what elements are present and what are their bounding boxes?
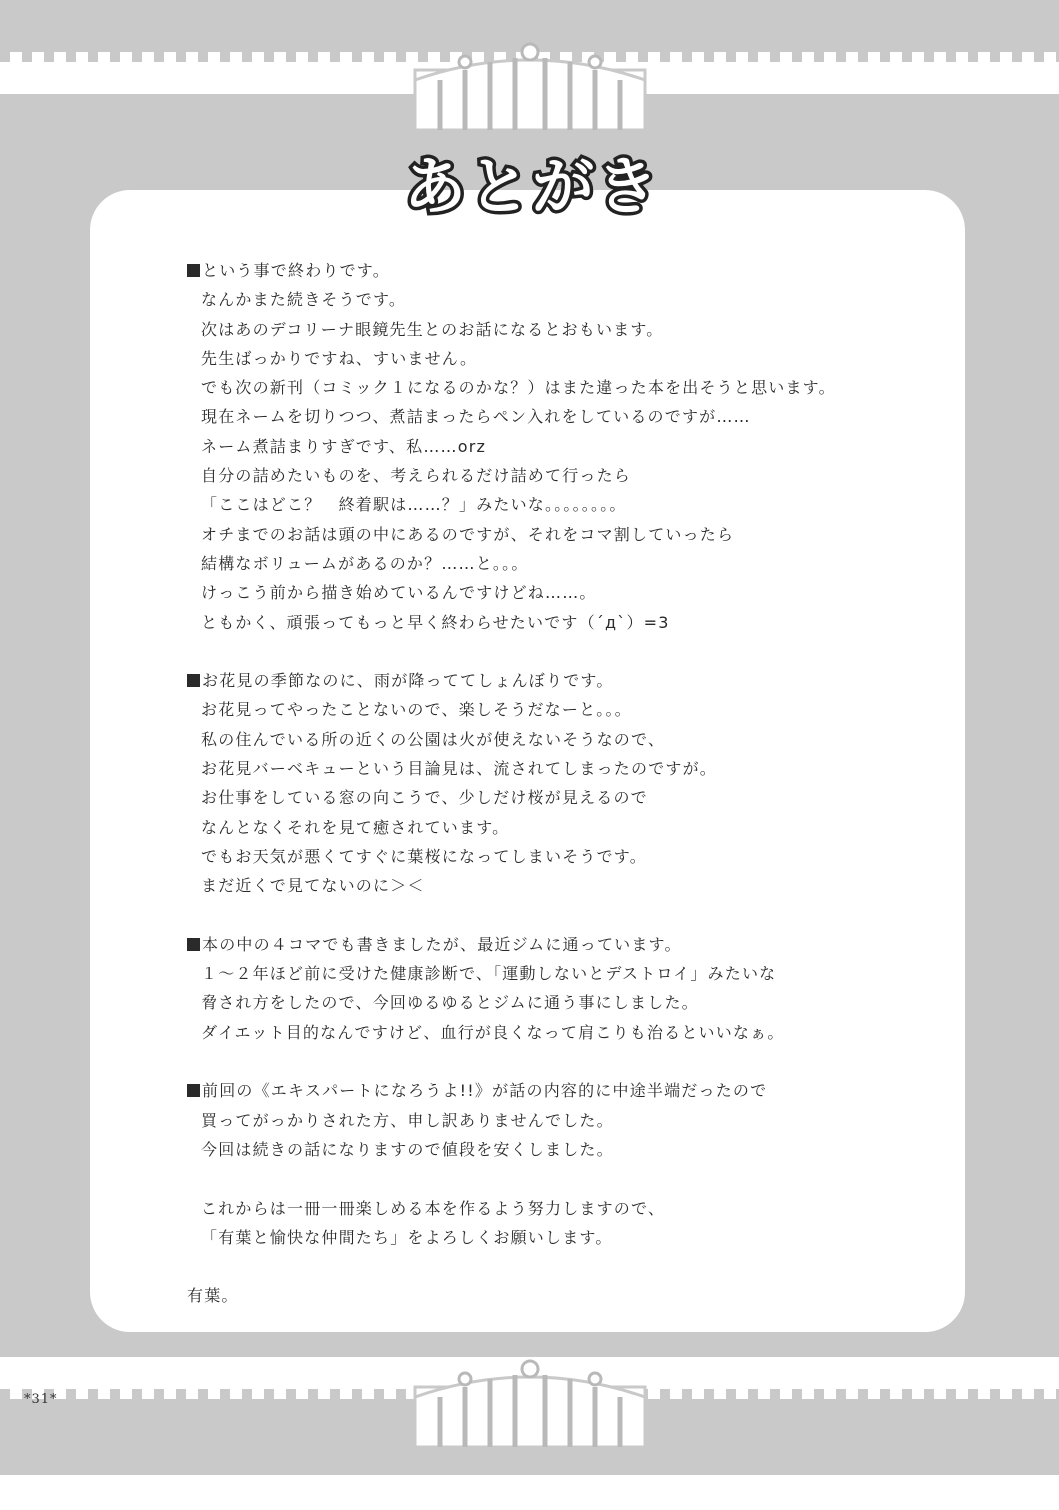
section-line [187, 490, 927, 519]
line-text: でも次の新刊（コミック１になるのかな？）はまた違った本を出そうと思います。 [201, 378, 836, 398]
section-line [187, 373, 927, 402]
section-line [187, 520, 927, 549]
section-line [187, 813, 927, 842]
section-line [187, 344, 927, 373]
line-text: ダイエット目的なんですけど、血行が良くなって肩こりも治るといいなぁ。 [201, 1022, 785, 1042]
section-heading-line [187, 1076, 927, 1105]
page-number: *31* [24, 1392, 58, 1407]
bottom-gate-ornament [395, 1357, 665, 1457]
line-text: ネーム煮詰まりすぎです、私……orz [201, 436, 487, 456]
closing-paragraph [187, 1194, 927, 1253]
section-line [187, 1018, 927, 1047]
section-line [187, 285, 927, 314]
section-line [187, 1135, 927, 1164]
line-text: 次はあのデコリーナ眼鏡先生とのお話になるとおもいます。 [201, 319, 664, 339]
section-1 [187, 256, 927, 637]
square-bullet-icon [187, 674, 200, 687]
line-text: 現在ネームを切りつつ、煮詰まったらペン入れをしているのですが…… [201, 407, 751, 427]
line-text: 先生ばっかりですね、すいません。 [201, 348, 478, 368]
section-line [187, 461, 927, 490]
section-line [187, 871, 927, 900]
section-line [187, 1106, 927, 1135]
section-line [187, 783, 927, 812]
section-line [187, 842, 927, 871]
line-text: １～２年ほど前に受けた健康診断で、「運動しないとデストロイ」みたいな [201, 964, 777, 984]
line-text: ともかく、頑張ってもっと早く終わらせたいです（´д`）=3 [201, 612, 670, 632]
line-text: 前回の《エキスパートになろうよ!!》が話の内容的に中途半端だったので [202, 1081, 768, 1101]
section-line [187, 549, 927, 578]
section-line [187, 959, 927, 988]
section-line [187, 754, 927, 783]
line-text: 自分の詰めたいものを、考えられるだけ詰めて行ったら [201, 466, 632, 486]
signature: 有葉。 [187, 1286, 239, 1306]
closing-line: 「有葉と愉快な仲間たち」をよろしくお願いします。 [201, 1227, 613, 1247]
line-text: まだ近くで見てないのに＞＜ [201, 876, 425, 896]
line-text: 結構なボリュームがあるのか？……と。。。 [201, 553, 529, 573]
line-text: お花見の季節なのに、雨が降っててしょんぼりです。 [202, 671, 614, 691]
line-text: でもお天気が悪くてすぐに葉桜になってしまいそうです。 [201, 846, 647, 866]
section-line [187, 988, 927, 1017]
section-heading-line [187, 256, 927, 285]
section-3 [187, 930, 927, 1047]
closing-line: これからは一冊一冊楽しめる本を作るよう努力しますので、 [201, 1198, 666, 1218]
square-bullet-icon [187, 1084, 200, 1097]
section-heading-line [187, 666, 927, 695]
line-text: オチまでのお話は頭の中にあるのですが、それをコマ割していったら [201, 524, 735, 544]
afterword-body [187, 256, 927, 1311]
line-text: なんとなくそれを見て癒されています。 [201, 817, 510, 837]
section-line [187, 578, 927, 607]
line-text: お仕事をしている窓の向こうで、少しだけ桜が見えるので [201, 788, 648, 808]
square-bullet-icon [187, 938, 200, 951]
section-4 [187, 1076, 927, 1164]
line-text: 脅され方をしたので、今回ゆるゆるとジムに通う事にしました。 [201, 993, 699, 1013]
sections [187, 256, 927, 1164]
section-line [187, 695, 927, 724]
line-text: という事で終わりです。 [202, 261, 390, 280]
section-heading-line [187, 930, 927, 959]
line-text: お花見ってやったことないので、楽しそうだなーと。。。 [201, 700, 632, 720]
line-text: お花見バーベキューという目論見は、流されてしまったのですが。 [201, 759, 718, 779]
page-title [382, 140, 682, 230]
section-2 [187, 666, 927, 900]
line-text: なんかまた続きそうです。 [201, 290, 407, 310]
section-line [187, 402, 927, 431]
line-text: 私の住んでいる所の近くの公園は火が使えないそうなので、 [201, 729, 666, 749]
section-line [187, 432, 927, 461]
section-line [187, 608, 927, 637]
line-text: 買ってがっかりされた方、申し訳ありませんでした。 [201, 1110, 614, 1130]
line-text: 「ここはどこ？ 終着駅は……？」みたいな。。。。。。。。 [201, 495, 627, 515]
title-text: あとがき [403, 150, 661, 223]
section-line [187, 725, 927, 754]
line-text: 今回は続きの話になりますので値段を安くしました。 [201, 1139, 614, 1159]
line-text: 本の中の４コマでも書きましたが、最近ジムに通っています。 [202, 934, 682, 954]
top-gate-ornament [395, 40, 665, 140]
square-bullet-icon [187, 264, 200, 277]
section-line [187, 315, 927, 344]
bottom-margin [0, 1475, 1059, 1510]
line-text: けっこう前から描き始めているんですけどね……。 [201, 583, 597, 603]
